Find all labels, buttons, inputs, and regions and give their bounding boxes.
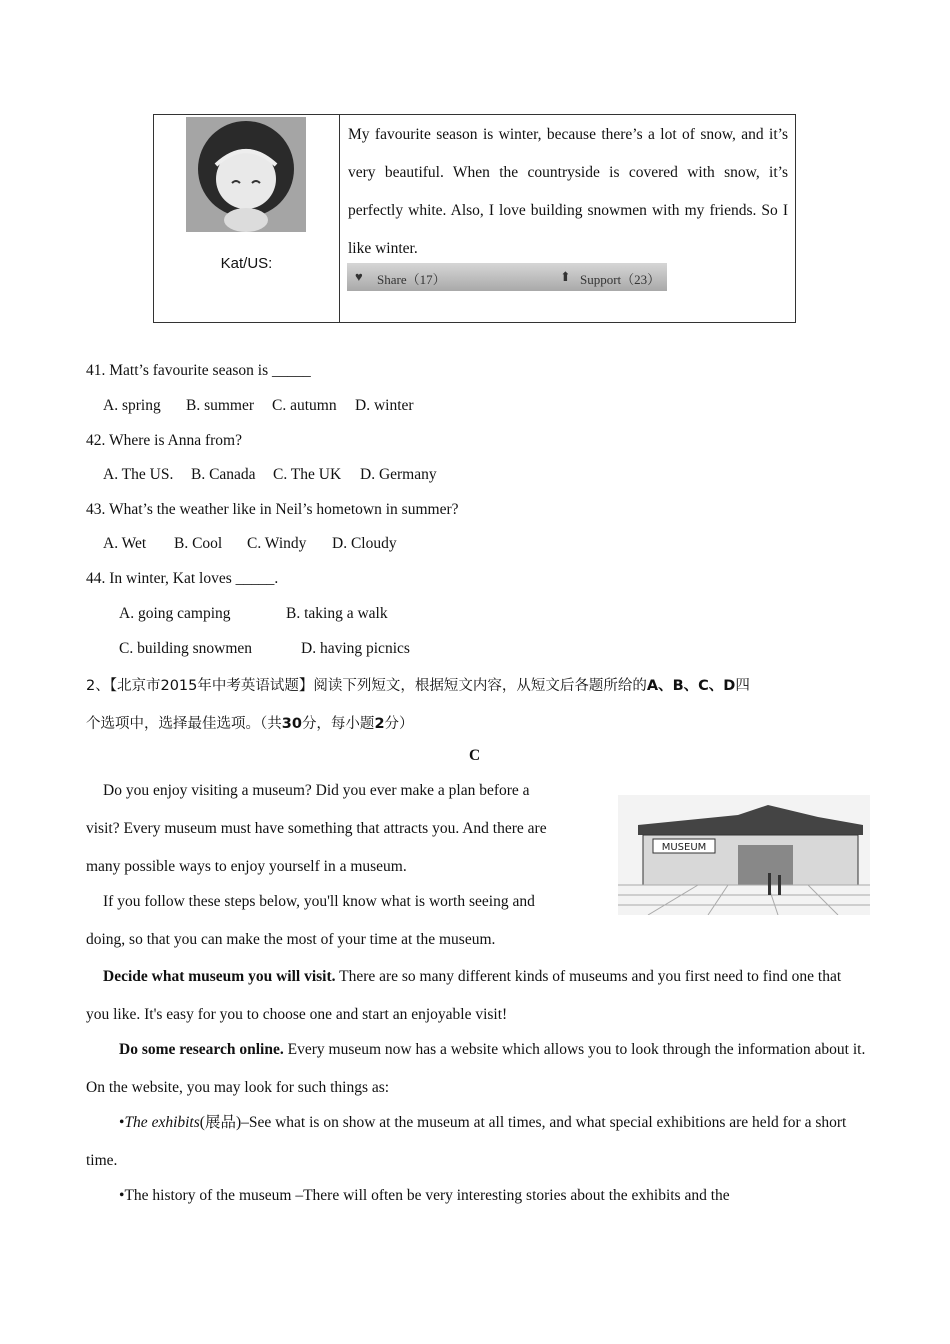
passage-letter: C <box>469 747 481 764</box>
option: A. spring <box>103 397 161 414</box>
section-heading: 2、【北京市2015年中考英语试题】阅读下列短文，根据短文内容，从短文后各题所给的A、B、C、D四 <box>86 678 750 694</box>
option: B. Cool <box>174 535 223 552</box>
support-button[interactable]: Support（23） <box>580 272 661 287</box>
share-button[interactable]: Share（17） <box>377 272 446 287</box>
bullet-item: •The history of the museum –There will often be very interesting stories about the exhibits and the <box>119 1187 730 1204</box>
passage-line: doing, so that you can make the most of your time at the museum. <box>86 931 496 948</box>
question-44: 44. In winter, Kat loves _____. <box>86 570 279 587</box>
option: D. having picnics <box>301 640 410 657</box>
option: C. The UK <box>273 466 342 483</box>
thumbs-up-icon: ⬆ <box>560 269 571 284</box>
passage-line: visit? Every museum must have something that attracts you. And there are <box>86 820 547 837</box>
museum-sign: MUSEUM <box>661 842 707 853</box>
question-42: 42. Where is Anna from? <box>86 432 242 449</box>
passage-paragraph: Decide what museum you will visit. There are so many different kinds of museums and you first need to find one that you like. It's easy for you to choose one and start an enjoyable visit! <box>86 968 842 1023</box>
section-instructions: 个选项中，选择最佳选项。（共30分，每小题2分） <box>86 716 414 732</box>
option: A. going camping <box>119 605 231 622</box>
option: B. Canada <box>191 466 256 483</box>
question-41: 41. Matt’s favourite season is _____ <box>86 362 311 379</box>
post-card <box>153 114 796 323</box>
bullet-item: •The exhibits(展品)–See what is on show at the museum at all times, and what special exhibitions are held for a short time. <box>86 1114 847 1169</box>
option: D. winter <box>355 397 414 414</box>
avatar <box>186 117 306 232</box>
option: C. building snowmen <box>119 640 253 657</box>
option: D. Cloudy <box>332 535 397 552</box>
option: A. Wet <box>103 535 147 552</box>
question-43: 43. What’s the weather like in Neil’s hometown in summer? <box>86 501 459 518</box>
option: D. Germany <box>360 466 437 483</box>
option: A. The US. <box>103 466 174 483</box>
table-divider <box>339 115 340 322</box>
passage-line: If you follow these steps below, you'll know what is worth seeing and <box>103 893 535 910</box>
option: C. autumn <box>272 397 337 414</box>
passage-line: Do you enjoy visiting a museum? Did you ever make a plan before a <box>103 782 530 799</box>
passage-line: many possible ways to enjoy yourself in a museum. <box>86 858 407 875</box>
author-label: Kat/US: <box>220 255 273 272</box>
post-text: My favourite season is winter, because there’s a lot of snow, and it’s very beautiful. When the countryside is covered with snow, it’s perfectly white. Also, I love building snowmen with my friends. So I like winter. <box>348 126 788 257</box>
option: C. Windy <box>247 535 307 552</box>
option: B. taking a walk <box>286 605 388 622</box>
museum-illustration <box>618 795 870 915</box>
passage-paragraph: Do some research online. Every museum now has a website which allows you to look through the information about it. On the website, you may look for such things as: <box>86 1041 866 1096</box>
heart-icon: ♥ <box>355 269 363 284</box>
share-bar <box>347 263 667 291</box>
option: B. summer <box>186 397 255 414</box>
